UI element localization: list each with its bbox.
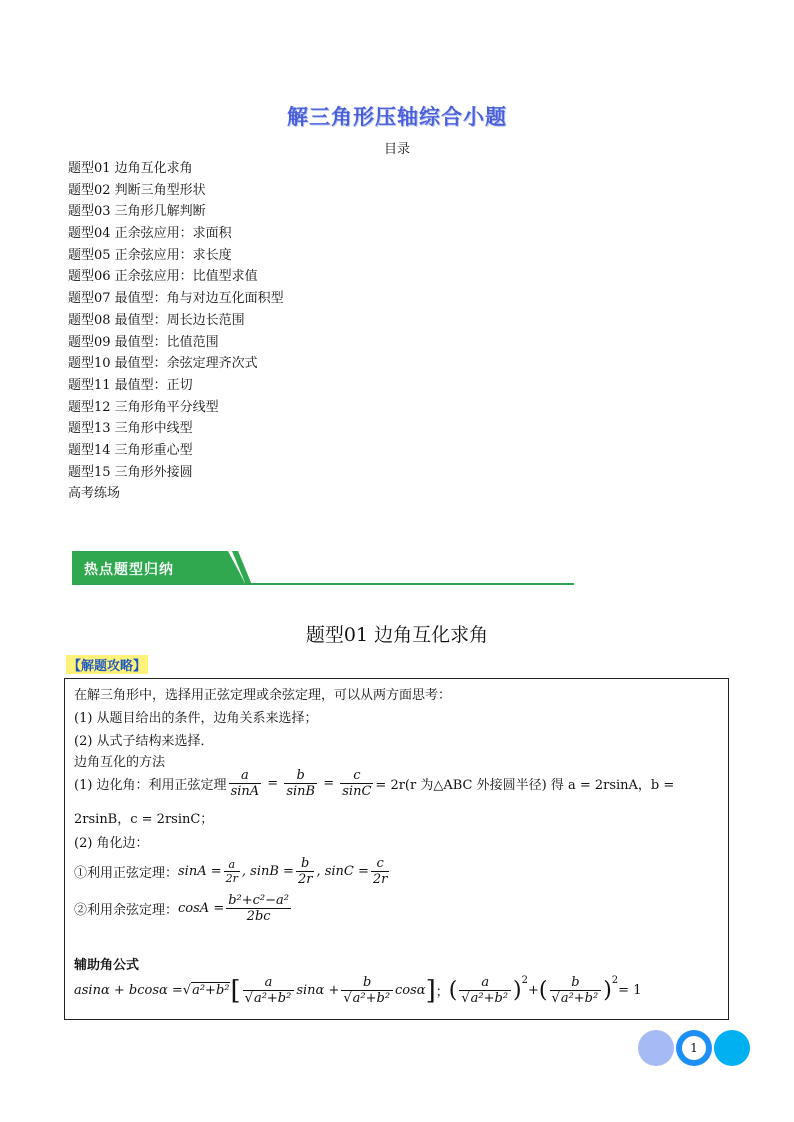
toc-item[interactable]: 高考练场: [68, 486, 121, 502]
table-of-contents: [68, 158, 284, 505]
box-line: 边角互化的方法: [74, 755, 166, 770]
toc-item[interactable]: 题型08 最值型：周长边长范围: [68, 312, 245, 328]
toc-item[interactable]: 题型10 最值型：余弦定理齐次式: [68, 356, 258, 372]
toc-item[interactable]: 题型02 判断三角型形状: [68, 182, 206, 198]
toc-heading: 目录: [383, 142, 410, 157]
box-line: 2rsinB，c = 2rsinC；: [74, 812, 214, 827]
toc-item[interactable]: 题型11 最值型：正切: [68, 377, 193, 393]
toc-item[interactable]: 题型07 最值型：角与对边互化面积型: [68, 291, 284, 307]
toc-item[interactable]: 题型14 三角形重心型: [68, 442, 193, 458]
box-line: 在解三角形中，选择用正弦定理或余弦定理，可以从两方面思考：: [74, 688, 452, 703]
box-line: (2) 角化边：: [74, 836, 149, 851]
fraction-c-over-sinc: $\frac{c}{\sin C}$: [342, 768, 372, 799]
page-number: 1: [690, 1041, 698, 1055]
toc-item[interactable]: 题型13 三角形中线型: [68, 421, 193, 437]
toc-item[interactable]: 题型15 三角形外接圆: [68, 464, 193, 480]
toc-item[interactable]: 题型04 正余弦应用：求面积: [68, 226, 232, 242]
toc-item[interactable]: 题型03 三角形几解判断: [68, 204, 206, 220]
box-text: = 2r(r 为△ABC 外接圆半径) 得 a = 2rsinA，b =: [375, 778, 675, 793]
banner-text: 热点题型归纳: [84, 562, 174, 578]
box-line: (2) 从式子结构来选择．: [74, 734, 214, 749]
toc-item[interactable]: 题型09 最值型：比值范围: [68, 334, 219, 350]
sine-law-line: ①利用正弦定理： sinA = $\frac{a}{2r}$ , sinB = $\frac{b}{2r}$ , sinC = $\frac{c}{2r}$: [74, 856, 388, 887]
fraction-b-over-sinb: $\frac{b}{\sin B}$: [286, 768, 316, 799]
banner-rule: [72, 583, 574, 585]
tips-label: 【解题攻略】: [66, 655, 148, 674]
box-line: (1) 从题目给出的条件，边角关系来选择；: [74, 711, 318, 726]
page-indicator: [638, 1030, 750, 1066]
toc-item[interactable]: 题型12 三角形角平分线型: [68, 399, 219, 415]
toc-item[interactable]: 题型05 正余弦应用：求长度: [68, 247, 232, 263]
fraction-a-over-sina: $\frac{a}{\sin A}$: [230, 768, 260, 799]
box-text: ②利用余弦定理：: [74, 903, 179, 918]
aux-heading: 辅助角公式: [74, 958, 140, 973]
toc-item[interactable]: 题型01 边角互化求角: [68, 161, 193, 176]
box-text: ①利用正弦定理：: [74, 866, 179, 881]
edge-to-angle-line: (1) 边化角：利用正弦定理 $\frac{a}{\sin A}$ = $\frac{b}{\sin B}$ = $\frac{c}{\sin C}$ = 2r(r 为△ABC 外接圆半径) 得 a = 2rsinA，b =: [74, 768, 675, 799]
toc-item[interactable]: 题型06 正余弦应用：比值型求值: [68, 269, 258, 285]
cosine-law-line: ②利用余弦定理： cosA = $\frac{\text{b²+c²−a²}}{2bc}$: [74, 893, 289, 924]
document-title: 解三角形压轴综合小题: [287, 105, 507, 129]
box-text: (1) 边化角：利用正弦定理: [74, 778, 227, 793]
section-title: 题型01 边角互化求角: [305, 624, 489, 646]
aux-formula-line: asinα + bcosα = √a²+b² [ $\frac{a}{\text{√a²+b²}}$ sinα + $\frac{b}{\text{√a²+b²}}$ cosα ] ； ( $\frac{a}{\text{√a²+b²}}$ ) 2 + ( $\frac{b}{\text{√a²+b²}}$ ) 2 = 1: [74, 975, 642, 1006]
